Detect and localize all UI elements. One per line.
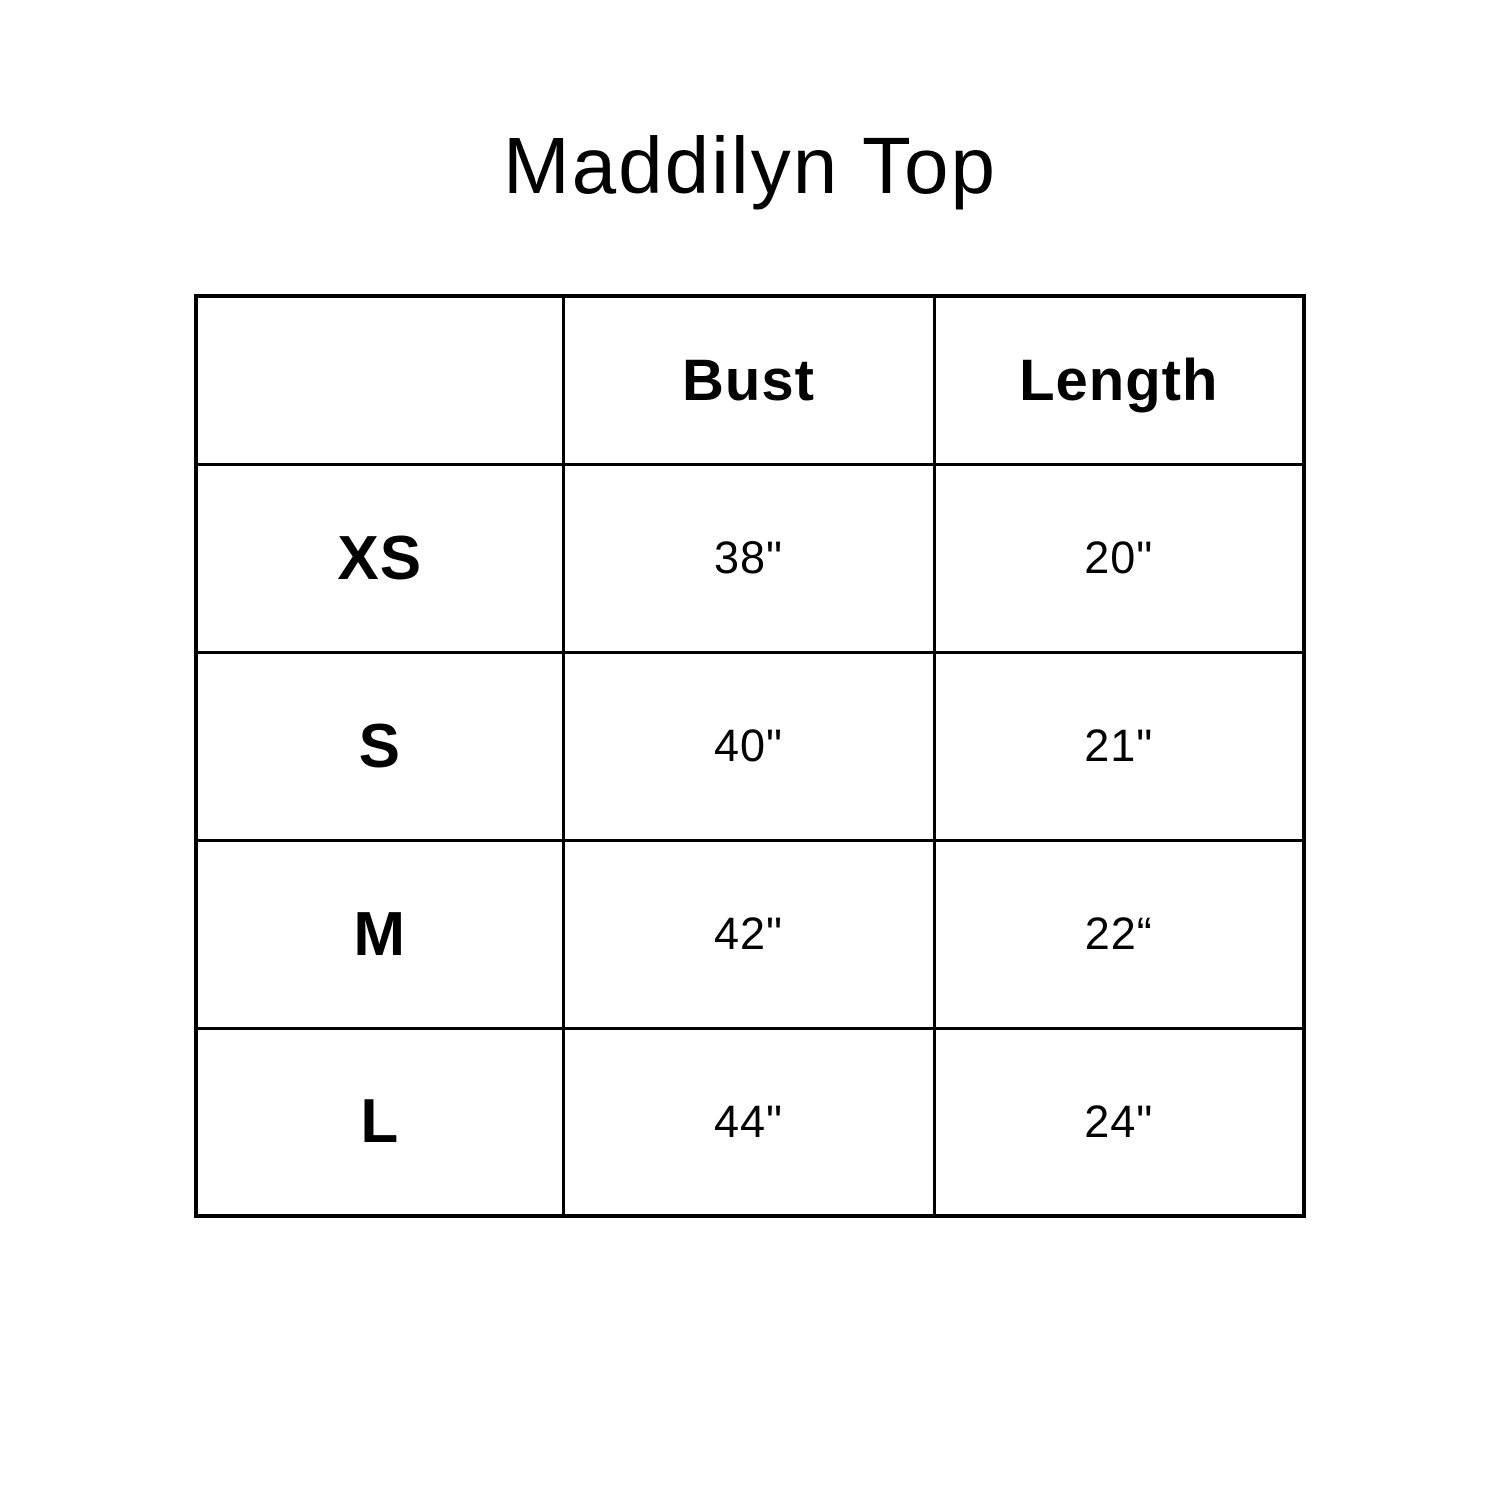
column-header-length: Length — [934, 296, 1304, 464]
header-row — [196, 296, 1304, 464]
length-value: 24" — [934, 1028, 1304, 1216]
bust-value: 44" — [563, 1028, 934, 1216]
column-header-bust: Bust — [563, 296, 934, 464]
size-label: XS — [196, 464, 563, 652]
page-title: Maddilyn Top — [503, 121, 997, 210]
length-value: 21" — [934, 652, 1304, 840]
table-row-m — [196, 840, 1304, 1028]
length-value: 22“ — [934, 840, 1304, 1028]
table-row-l — [196, 1028, 1304, 1216]
bust-value: 40" — [563, 652, 934, 840]
size-label: S — [196, 652, 563, 840]
size-label: L — [196, 1028, 563, 1216]
bust-value: 42" — [563, 840, 934, 1028]
length-value: 20" — [934, 464, 1304, 652]
size-label: M — [196, 840, 563, 1028]
table-row-xs — [196, 464, 1304, 652]
corner-cell — [196, 296, 563, 464]
size-chart-table — [194, 294, 1306, 1218]
table-row-s — [196, 652, 1304, 840]
bust-value: 38" — [563, 464, 934, 652]
